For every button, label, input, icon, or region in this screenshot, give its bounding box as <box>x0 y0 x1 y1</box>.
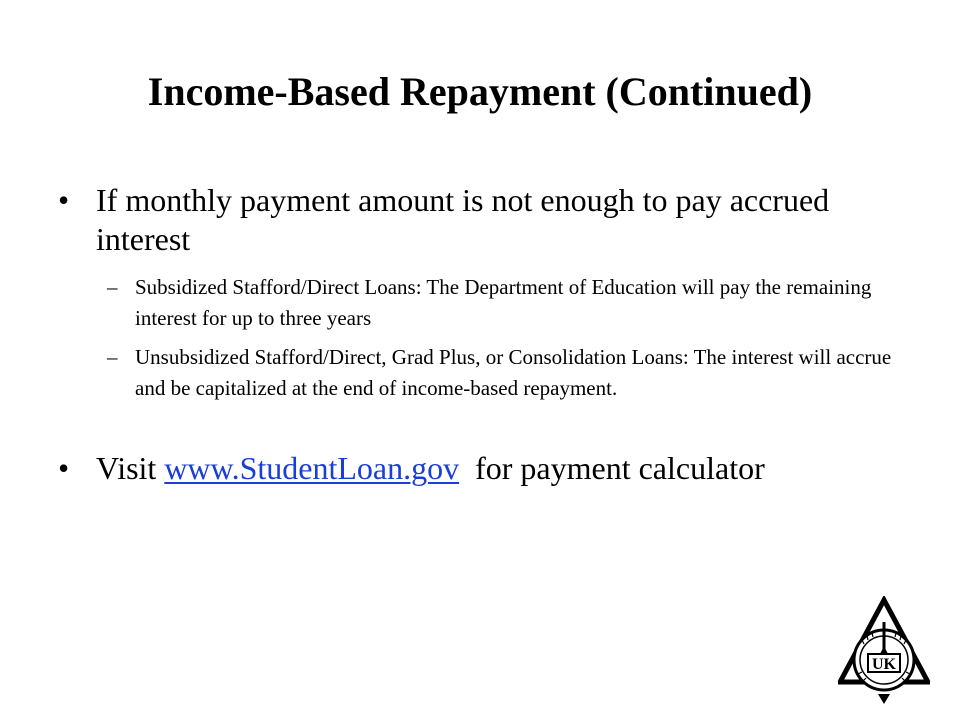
bullet-item-2 <box>58 449 896 488</box>
logo-initials: UK <box>872 656 896 673</box>
student-loan-link[interactable]: www.StudentLoan.gov <box>164 450 460 486</box>
sub-bullet-marker: – <box>107 345 118 369</box>
sub-bullet-text: Subsidized Stafford/Direct Loans: The Department of Education will pay the remaining interest for up to three years <box>135 275 872 330</box>
sub-bullet-item-2 <box>107 342 905 404</box>
sub-bullet-marker: – <box>107 275 118 299</box>
bullet-item-1 <box>58 181 896 259</box>
sub-bullet-item-1 <box>107 272 905 334</box>
bullet-suffix: for payment calculator <box>459 450 765 486</box>
bullet-marker: • <box>58 182 70 218</box>
sub-bullet-text: Unsubsidized Stafford/Direct, Grad Plus, or Consolidation Loans: The interest will accrue and be capitalized at the end of income-based repayment. <box>135 345 892 400</box>
bullet-marker: • <box>58 450 70 486</box>
bullet-prefix: Visit <box>96 450 165 486</box>
bullet-text: If monthly payment amount is not enough to pay accrued interest <box>96 182 830 257</box>
slide-title: Income-Based Repayment (Continued) <box>147 69 813 114</box>
uk-college-triangle-logo-icon <box>838 596 930 708</box>
